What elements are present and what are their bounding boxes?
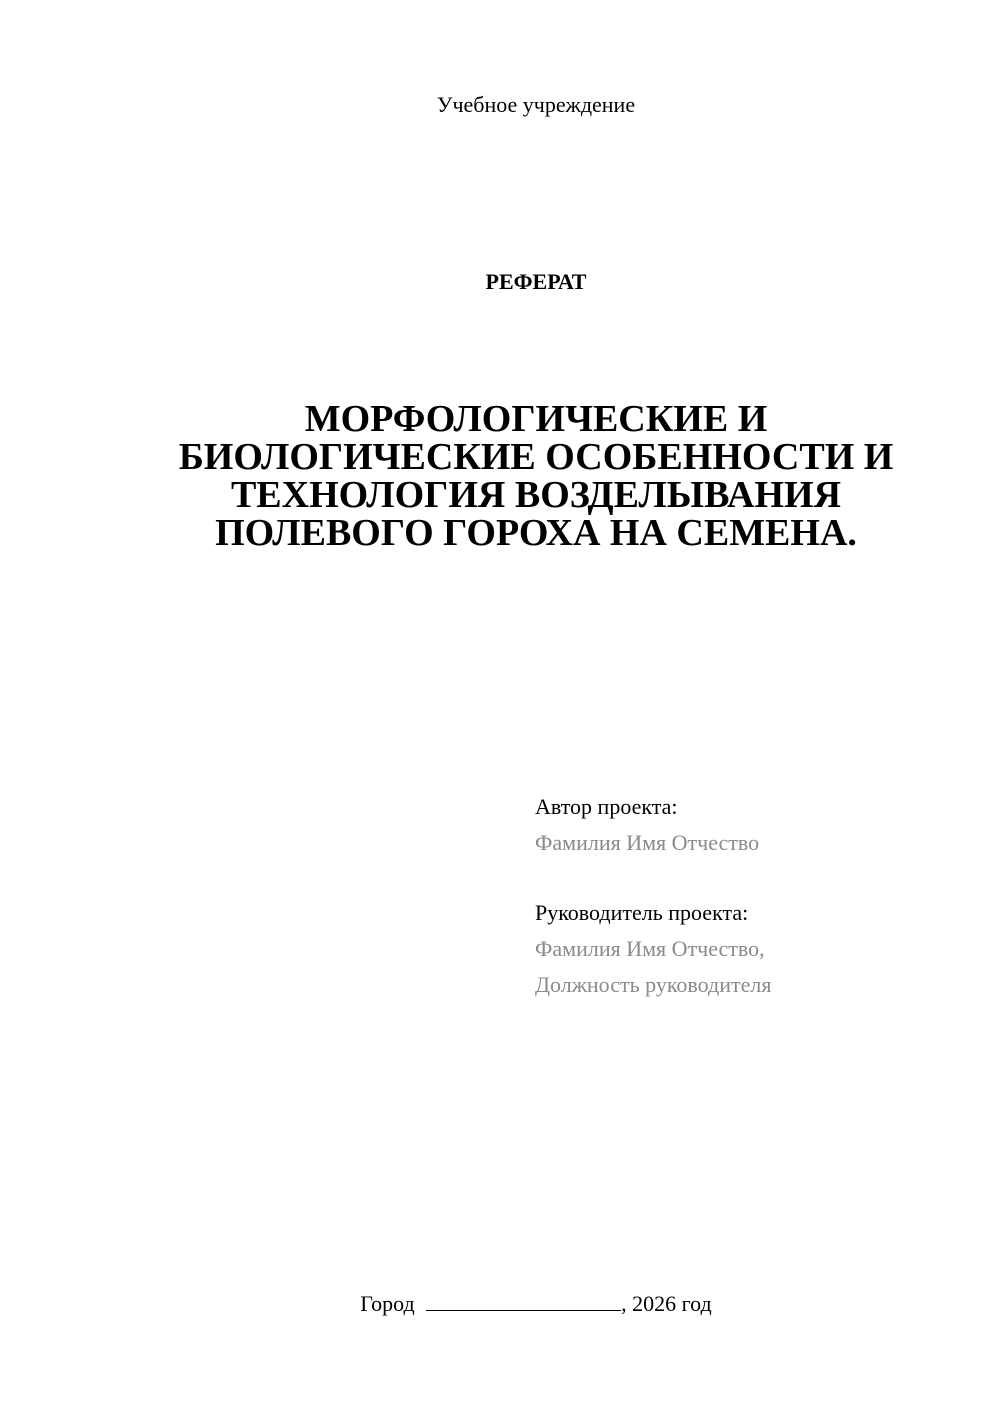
supervisor-label: Руководитель проекта:: [535, 900, 749, 925]
supervisor-position-placeholder: Должность руководителя: [535, 972, 772, 997]
author-label: Автор проекта:: [535, 794, 678, 819]
institution-name: Учебное учреждение: [436, 92, 636, 117]
topic-line: БИОЛОГИЧЕСКИЕ ОСОБЕННОСТИ И: [178, 436, 894, 478]
city-blank-line: [426, 1290, 621, 1311]
document-topic: [150, 400, 922, 552]
topic-line: ПОЛЕВОГО ГОРОХА НА СЕМЕНА.: [215, 512, 857, 554]
topic-line: МОРФОЛОГИЧЕСКИЕ И: [304, 398, 768, 440]
city-year-line: [0, 1290, 1000, 1317]
document-type: РЕФЕРАТ: [485, 269, 587, 294]
topic-line: ТЕХНОЛОГИЯ ВОЗДЕЛЫВАНИЯ: [230, 474, 842, 516]
credits-spacer: [535, 861, 771, 895]
supervisor-name-placeholder: Фамилия Имя Отчество,: [535, 936, 765, 961]
author-name-placeholder: Фамилия Имя Отчество: [535, 830, 760, 855]
credits-block: [535, 789, 771, 1003]
year-text: , 2026 год: [621, 1291, 712, 1316]
city-label: Город: [360, 1291, 415, 1316]
